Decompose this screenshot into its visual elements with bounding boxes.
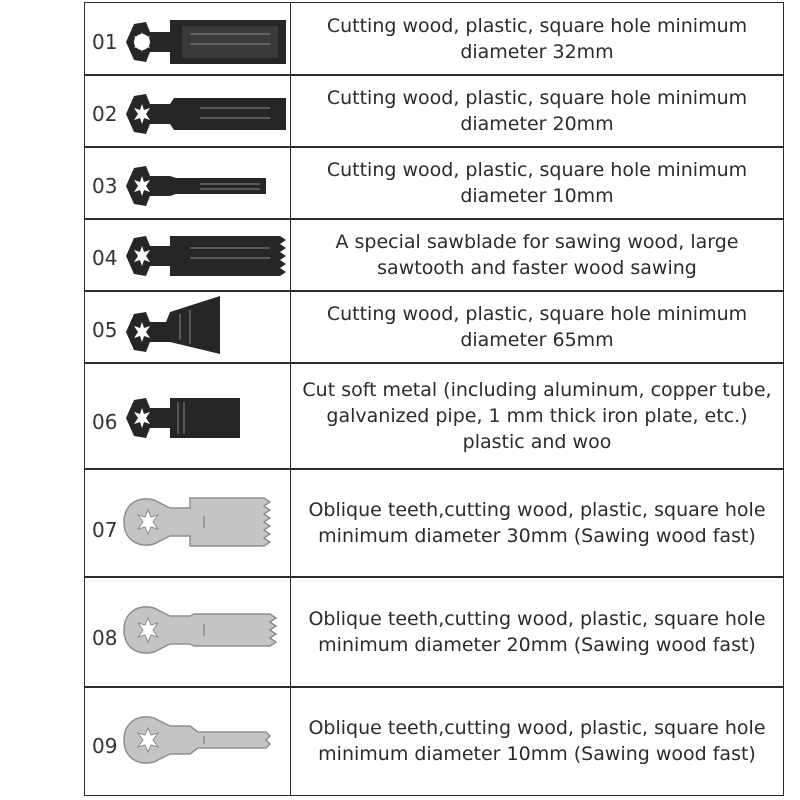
saw-blade-icon — [120, 388, 290, 448]
row-number: 04 — [92, 246, 118, 270]
row-number: 02 — [92, 102, 118, 126]
blade-description: Oblique teeth,cutting wood, plastic, square hole minimum diameter 20mm (Sawing wood fast) — [308, 608, 766, 656]
blade-description: Cutting wood, plastic, square hole minimum diameter 65mm — [326, 303, 748, 351]
saw-blade-icon — [120, 708, 290, 772]
saw-blade-icon — [120, 292, 290, 358]
blade-description: Cutting wood, plastic, square hole minimum diameter 10mm — [326, 159, 748, 207]
saw-blade-icon — [120, 228, 290, 284]
row-number: 06 — [92, 410, 118, 434]
saw-blade-icon — [120, 490, 290, 554]
row-number: 07 — [92, 518, 118, 542]
blade-description: Cutting wood, plastic, square hole minimum diameter 32mm — [326, 15, 748, 63]
row-number: 08 — [92, 626, 118, 650]
blade-description: Oblique teeth,cutting wood, plastic, square hole minimum diameter 30mm (Sawing wood fast) — [308, 499, 766, 547]
saw-blade-icon — [120, 598, 290, 662]
blade-description: Cut soft metal (including aluminum, copper tube, galvanized pipe, 1 mm thick iron plate, etc.) plastic and woo — [302, 379, 772, 453]
row-number: 01 — [92, 30, 118, 54]
blade-description: A special sawblade for sawing wood, large sawtooth and faster wood sawing — [335, 231, 739, 279]
row-number: 09 — [92, 734, 118, 758]
blade-description: Cutting wood, plastic, square hole minimum diameter 20mm — [326, 87, 748, 135]
row-number: 03 — [92, 174, 118, 198]
saw-blade-icon — [120, 158, 290, 214]
row-number: 05 — [92, 318, 118, 342]
saw-blade-icon — [120, 14, 290, 70]
saw-blade-icon — [120, 86, 290, 142]
blade-description: Oblique teeth,cutting wood, plastic, square hole minimum diameter 10mm (Sawing wood fast) — [308, 717, 766, 765]
